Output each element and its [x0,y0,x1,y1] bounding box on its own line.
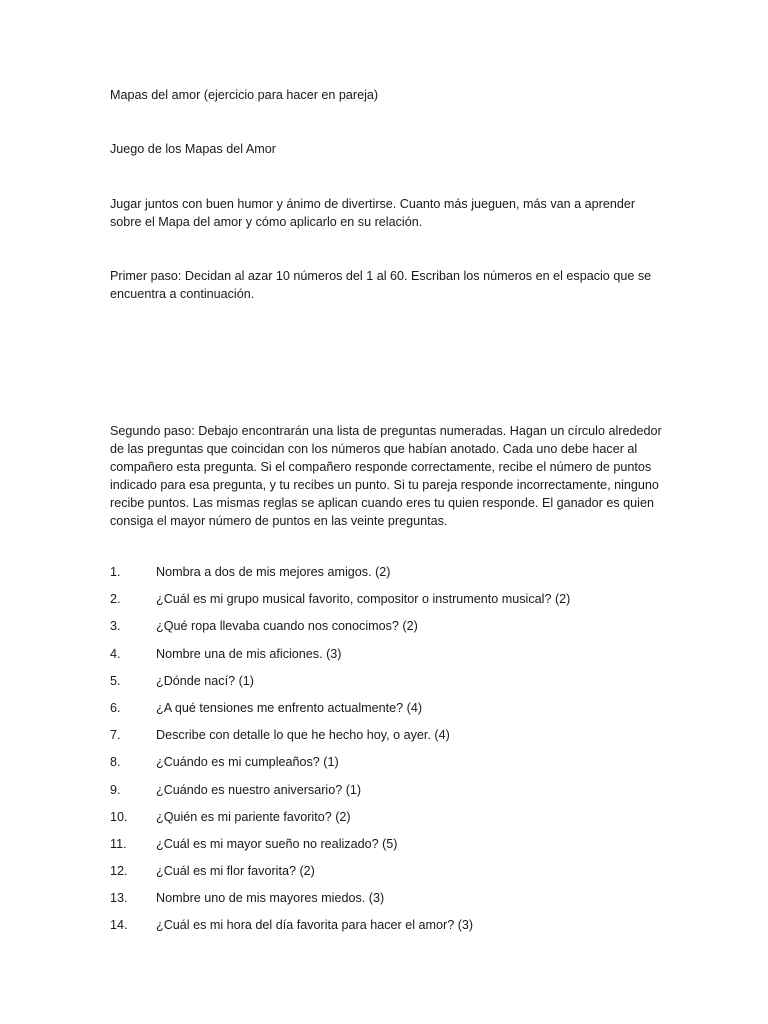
question-text: ¿Cuándo es nuestro aniversario? (1) [156,782,362,797]
question-number: 12. [110,864,128,879]
question-list [110,563,690,944]
question-number: 5. [110,673,121,688]
question-text: ¿Cuándo es mi cumpleaños? (1) [156,755,339,770]
question-number: 2. [110,592,121,607]
question-text: ¿Cuál es mi flor favorita? (2) [156,864,315,879]
question-item [110,916,690,943]
question-item [110,645,690,672]
question-text: ¿A qué tensiones me enfrento actualmente? (4) [156,700,423,715]
question-item [110,781,690,808]
question-number: 14. [110,918,128,933]
question-item [110,699,690,726]
question-text: ¿Cuál es mi grupo musical favorito, compositor o instrumento musical? (2) [156,592,571,607]
question-number: 6. [110,700,121,715]
question-number: 8. [110,755,121,770]
question-item [110,889,690,916]
question-number: 13. [110,891,128,906]
question-item [110,563,690,590]
question-text: ¿Cuál es mi mayor sueño no realizado? (5) [156,836,398,851]
document-subtitle: Juego de los Mapas del Amor [110,142,276,156]
question-text: ¿Dónde nací? (1) [156,673,255,688]
question-number: 9. [110,782,121,797]
question-text: ¿Cuál es mi hora del día favorita para hacer el amor? (3) [156,918,474,933]
question-number: 7. [110,728,121,743]
question-number: 3. [110,619,121,634]
step-two-paragraph: Segundo paso: Debajo encontrarán una lista de preguntas numeradas. Hagan un círculo alrededor de las preguntas que coincidan con los números que habían anotado. Cada uno debe hacer al compañero esta pregunta. Si el compañero responde correctamente, recibe el número de puntos indicado para esa pregunta, y tu recibes un punto. Si tu pareja responde incorrectamente, ninguno recibe puntos. Las mismas reglas se aplican cuando eres tu quien responde. El ganador es quien consiga el mayor número de puntos en las veinte preguntas. [110,424,662,528]
question-number: 1. [110,565,121,579]
question-item [110,862,690,889]
question-item [110,617,690,644]
question-number: 4. [110,646,121,661]
question-text: Nombre una de mis aficiones. (3) [156,646,342,661]
question-item [110,726,690,753]
question-number: 11. [110,836,127,851]
question-text: Nombra a dos de mis mejores amigos. (2) [156,565,391,579]
question-item [110,672,690,699]
intro-paragraph: Jugar juntos con buen humor y ánimo de divertirse. Cuanto más jueguen, más van a aprender sobre el Mapa del amor y cómo aplicarlo en su relación. [110,197,636,229]
question-item [110,753,690,780]
question-item [110,835,690,862]
question-text: Describe con detalle lo que he hecho hoy, o ayer. (4) [156,728,450,743]
document-title: Mapas del amor (ejercicio para hacer en pareja) [110,88,379,102]
question-text: ¿Quién es mi pariente favorito? (2) [156,809,351,824]
question-item [110,808,690,835]
question-item [110,590,690,617]
question-text: ¿Qué ropa llevaba cuando nos conocimos? (2) [156,619,418,634]
question-number: 10. [110,809,128,824]
question-text: Nombre uno de mis mayores miedos. (3) [156,891,385,906]
step-one-paragraph: Primer paso: Decidan al azar 10 números del 1 al 60. Escriban los números en el espacio que se encuentra a continuación. [110,269,652,301]
